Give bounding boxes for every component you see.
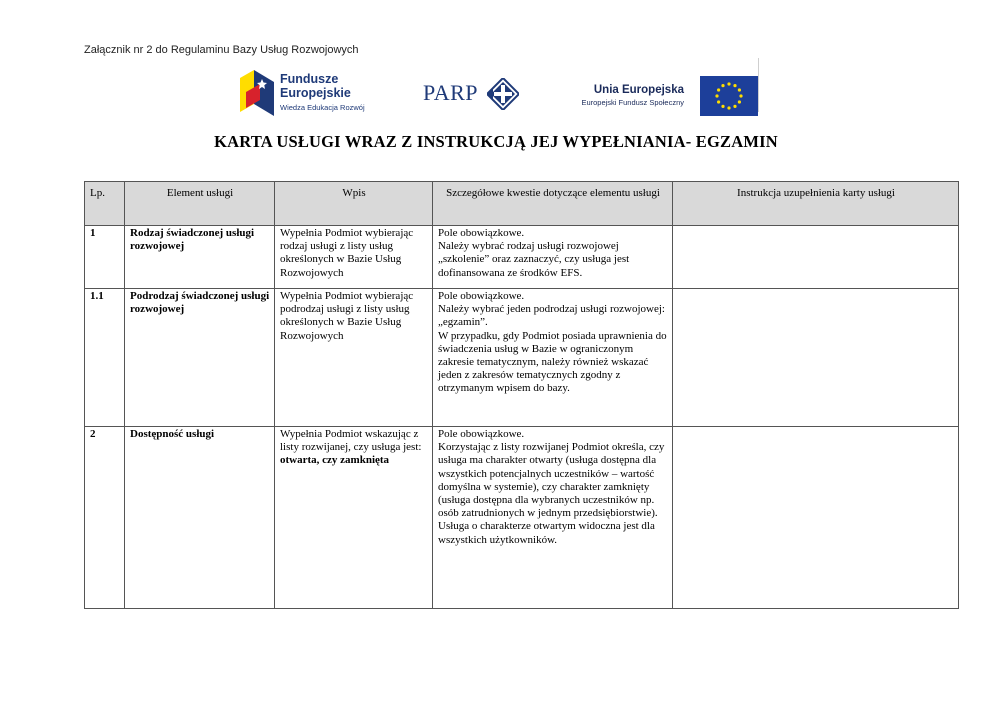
parp-arrows-icon	[487, 78, 519, 110]
table-row	[85, 226, 959, 289]
row-wpis: Wypełnia Podmiot wybierając rodzaj usługi z listy usług określonych w Bazie Usług Rozwojowych	[275, 226, 433, 289]
row-element: Dostępność usługi	[125, 427, 275, 609]
ue-logo-line2: Europejski Fundusz Społeczny	[581, 98, 684, 107]
row-kwestie	[433, 289, 673, 427]
header-instrukcja: Instrukcja uzupełnienia karty usługi	[673, 182, 959, 226]
row-kwestie	[433, 226, 673, 289]
row-instrukcja	[673, 427, 959, 609]
fundusze-europejskie-mark-icon	[240, 70, 274, 116]
row-element: Podrodzaj świadczonej usługi rozwojowej	[125, 289, 275, 427]
kwestie-line: Należy wybrać rodzaj usługi rozwojowej „szkolenie” oraz zaznaczyć, czy usługa jest dofinansowana ze środków EFS.	[438, 240, 630, 279]
row-wpis	[275, 427, 433, 609]
table-row	[85, 427, 959, 609]
document-title: KARTA USŁUGI WRAZ Z INSTRUKCJĄ JEJ WYPEŁNIANIA- EGZAMIN	[214, 132, 778, 151]
header-kwestie: Szczegółowe kwestie dotyczące elementu usługi	[433, 182, 673, 226]
table-row	[85, 289, 959, 427]
wpis-text: Wypełnia Podmiot wskazując z listy rozwijanej, czy usługa jest:	[280, 428, 422, 454]
logo-bar	[240, 62, 760, 122]
header-element: Element usługi	[125, 182, 275, 226]
wpis-bold-options: otwarta, czy zamknięta	[280, 454, 390, 467]
unia-europejska-logo	[568, 76, 758, 120]
kwestie-line: Należy wybrać jeden podrodzaj usługi rozwojowej: „egzamin”.	[438, 303, 665, 329]
logo-divider	[758, 58, 759, 112]
ue-logo-line1: Unia Europejska	[593, 84, 684, 96]
service-card-table	[84, 181, 959, 609]
fe-logo-line1: Fundusze	[280, 72, 339, 86]
row-instrukcja	[673, 226, 959, 289]
fe-logo-line3: Wiedza Edukacja Rozwój	[280, 103, 365, 112]
parp-logo	[423, 78, 523, 112]
attachment-note: Załącznik nr 2 do Regulaminu Bazy Usług Rozwojowych	[84, 44, 359, 56]
header-wpis: Wpis	[275, 182, 433, 226]
fe-logo-line2: Europejskie	[280, 86, 351, 100]
header-lp: Lp.	[85, 182, 125, 226]
kwestie-line: W przypadku, gdy Podmiot posiada uprawnienia do świadczenia usług w Bazie w ograniczonym zakresie tematycznym, należy również wskazać jeden z zakresów tematycznych zgodny z otrzymanym wpisem do bazy.	[438, 329, 667, 395]
kwestie-line: Pole obowiązkowe.	[438, 227, 525, 239]
row-element: Rodzaj świadczonej usługi rozwojowej	[125, 226, 275, 289]
row-lp: 1	[85, 226, 125, 289]
eu-flag-icon	[700, 76, 758, 116]
kwestie-line: Korzystając z listy rozwijanej Podmiot określa, czy usługa ma charakter otwarty (usługa dostępna dla wszystkich potencjalnych uczestników – wartość domyślna w systemie), czy charakter zamknięty (usługa dostępna dla wybranych uczestników np. osób zatrudnionych w jednym przedsiębiorstwie). Usługa o charakterze otwartym widoczna jest dla wszystkich użytkowników.	[438, 441, 665, 546]
row-wpis: Wypełnia Podmiot wybierając podrodzaj usługi z listy usług określonych w Bazie Usług Rozwojowych	[275, 289, 433, 427]
kwestie-line: Pole obowiązkowe.	[438, 290, 525, 302]
row-kwestie	[433, 427, 673, 609]
parp-logo-text: PARP	[423, 80, 479, 105]
row-instrukcja	[673, 289, 959, 427]
fundusze-europejskie-logo	[240, 70, 390, 118]
row-lp: 1.1	[85, 289, 125, 427]
table-header-row	[85, 182, 959, 226]
kwestie-line: Pole obowiązkowe.	[438, 428, 525, 440]
row-lp: 2	[85, 427, 125, 609]
